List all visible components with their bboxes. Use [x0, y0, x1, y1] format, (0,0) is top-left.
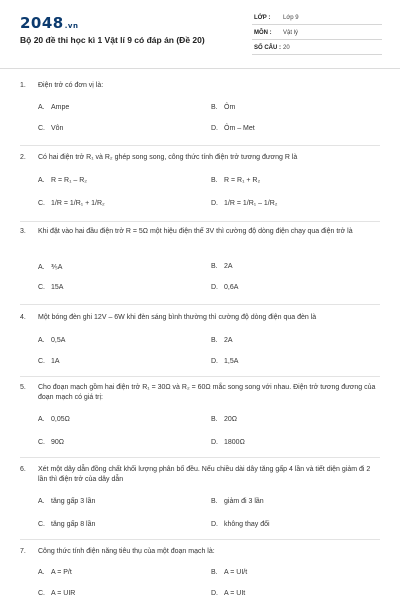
option-text: 1/R = 1/R₁ + 1/R₂ — [51, 200, 105, 207]
logo-suffix: .vn — [64, 22, 79, 30]
option-c[interactable] — [38, 439, 64, 446]
option-a[interactable] — [38, 569, 72, 576]
option-text: A = UI/t — [224, 569, 248, 576]
option-letter: C. — [38, 284, 45, 291]
meta-value: Vật lý — [283, 30, 299, 36]
option-b[interactable] — [211, 337, 233, 344]
option-letter: A. — [38, 264, 45, 271]
option-letter: D. — [211, 125, 218, 132]
option-b[interactable] — [211, 416, 237, 423]
option-text: Ôm – Met — [224, 125, 255, 132]
question-stem: Xét một dây dẫn đồng chất khối lượng phân bố đều. Nếu chiều dài dây tăng gấp 4 lần và tiết diện giảm đi 2 lần thì điện trở của dây dẫn — [38, 466, 371, 483]
question-stem: Điện trở có đơn vị là: — [38, 82, 104, 89]
option-b[interactable] — [211, 104, 235, 111]
option-letter: D. — [211, 521, 218, 528]
option-d[interactable] — [211, 125, 255, 132]
option-c[interactable] — [38, 590, 75, 597]
question-item — [0, 545, 400, 600]
option-d[interactable] — [211, 590, 245, 597]
meta-value: Lớp 9 — [283, 15, 299, 21]
question-item — [0, 75, 400, 151]
option-text: A = UIR — [51, 590, 76, 597]
option-letter: C. — [38, 358, 45, 365]
option-letter: B. — [211, 569, 218, 576]
question-item — [0, 313, 400, 381]
option-d[interactable] — [211, 200, 278, 207]
option-text: 0,6A — [224, 284, 239, 291]
option-text: 0,5A — [51, 337, 66, 344]
option-letter: C. — [38, 125, 45, 132]
option-letter: C. — [38, 521, 45, 528]
option-c[interactable] — [38, 200, 105, 207]
option-letter: B. — [211, 263, 218, 270]
option-text: 1/R = 1/R₁ – 1/R₂ — [224, 200, 278, 207]
option-d[interactable] — [211, 284, 238, 291]
meta-row-class — [252, 10, 382, 25]
option-letter: B. — [211, 498, 218, 505]
option-d[interactable] — [211, 439, 245, 446]
option-c[interactable] — [38, 521, 95, 528]
option-text: 1,5A — [224, 358, 239, 365]
option-a[interactable] — [38, 498, 95, 505]
option-letter: A. — [38, 104, 45, 111]
option-d[interactable] — [211, 521, 270, 528]
option-text: Vôn — [51, 125, 64, 132]
option-text: 15A — [51, 284, 64, 291]
page-header — [0, 0, 400, 64]
question-text — [0, 313, 400, 323]
option-text: 0,05Ω — [51, 416, 70, 423]
question-divider — [20, 376, 380, 377]
option-text: 1A — [51, 358, 60, 365]
option-text: tăng gấp 3 lần — [51, 498, 96, 505]
option-c[interactable] — [38, 284, 63, 291]
option-b[interactable] — [211, 263, 233, 270]
meta-label: SỐ CÂU : — [254, 45, 281, 51]
meta-label: MÔN : — [254, 30, 272, 36]
option-text: 1800Ω — [224, 439, 245, 446]
option-a[interactable] — [38, 416, 70, 423]
option-a[interactable] — [38, 104, 69, 111]
meta-row-subject — [252, 25, 382, 40]
question-text — [0, 463, 400, 485]
option-d[interactable] — [211, 358, 238, 365]
question-list — [0, 75, 400, 600]
question-divider — [20, 539, 380, 540]
logo-text: 2048 — [20, 14, 64, 32]
option-letter: D. — [211, 200, 218, 207]
question-divider — [20, 145, 380, 146]
option-text: 2A — [224, 337, 233, 344]
option-text: 20Ω — [224, 416, 238, 423]
meta-label: LỚP : — [254, 15, 271, 21]
option-letter: C. — [38, 590, 45, 597]
question-text — [0, 151, 400, 163]
option-letter: A. — [38, 569, 45, 576]
question-stem: Có hai điện trở R₁ và R₂ ghép song song, công thức tính điện trở tương đương R là — [38, 154, 298, 161]
option-text: R = R₁ – R₂ — [51, 177, 88, 184]
option-letter: B. — [211, 104, 218, 111]
option-text: Ampe — [51, 104, 70, 111]
option-c[interactable] — [38, 358, 60, 365]
option-text: giảm đi 3 lần — [224, 498, 264, 505]
meta-row-count — [252, 40, 382, 55]
question-text — [0, 381, 400, 403]
question-text — [0, 227, 400, 237]
option-b[interactable] — [211, 569, 247, 576]
option-letter: A. — [38, 416, 45, 423]
question-number: 5. — [20, 384, 26, 391]
option-b[interactable] — [211, 498, 264, 505]
question-number: 7. — [20, 548, 26, 555]
option-letter: A. — [38, 177, 45, 184]
option-letter: B. — [211, 177, 218, 184]
question-divider — [20, 304, 380, 305]
option-b[interactable] — [211, 177, 260, 184]
option-letter: A. — [38, 498, 45, 505]
question-item — [0, 463, 400, 545]
question-stem: Một bóng đèn ghi 12V – 6W khi đèn sáng bình thường thì cường độ dòng điện qua đèn là — [38, 314, 317, 321]
question-stem: Cho đoạn mạch gồm hai điện trở R₁ = 30Ω và R₂ = 60Ω mắc song song với nhau. Điện trở tương đương của đoạn mạch có giá trị: — [38, 384, 376, 401]
question-number: 6. — [20, 466, 26, 473]
question-number: 1. — [20, 82, 26, 89]
option-text: 90Ω — [51, 439, 65, 446]
header-divider — [0, 68, 400, 69]
option-text: ⅗A — [51, 264, 63, 271]
question-text — [0, 545, 400, 557]
site-logo[interactable] — [20, 14, 78, 32]
option-a[interactable] — [38, 337, 65, 344]
question-item — [0, 227, 400, 313]
option-a[interactable] — [38, 177, 87, 184]
question-divider — [20, 221, 380, 222]
option-text: không thay đổi — [224, 521, 270, 528]
question-text — [0, 75, 400, 91]
document-title: Bộ 20 đề thi học kì 1 Vật lí 9 có đáp án (Đề 20) — [20, 35, 205, 45]
option-letter: D. — [211, 358, 218, 365]
option-text: A = P/t — [51, 569, 72, 576]
exam-meta-box — [252, 10, 382, 55]
question-item — [0, 151, 400, 227]
option-letter: A. — [38, 337, 45, 344]
question-stem: Khi đặt vào hai đầu điện trở R = 5Ω một hiệu điện thế 3V thì cường độ dòng điện chạy qua điện trở là — [38, 228, 353, 235]
option-text: 2A — [224, 263, 233, 270]
option-a[interactable] — [38, 263, 62, 271]
option-letter: C. — [38, 200, 45, 207]
option-c[interactable] — [38, 125, 63, 132]
option-text: Ôm — [224, 104, 236, 111]
option-text: tăng gấp 8 lần — [51, 521, 96, 528]
question-item — [0, 381, 400, 463]
option-letter: D. — [211, 590, 218, 597]
option-text: R = R₁ + R₂ — [224, 177, 261, 184]
option-text: A = UIt — [224, 590, 246, 597]
question-number: 3. — [20, 228, 26, 235]
option-letter: D. — [211, 439, 218, 446]
meta-value: 20 — [283, 45, 290, 51]
question-divider — [20, 457, 380, 458]
question-stem: Công thức tính điện năng tiêu thụ của một đoạn mạch là: — [38, 548, 215, 555]
option-letter: D. — [211, 284, 218, 291]
option-letter: B. — [211, 337, 218, 344]
option-letter: C. — [38, 439, 45, 446]
option-letter: B. — [211, 416, 218, 423]
question-number: 4. — [20, 314, 26, 321]
question-number: 2. — [20, 154, 26, 161]
